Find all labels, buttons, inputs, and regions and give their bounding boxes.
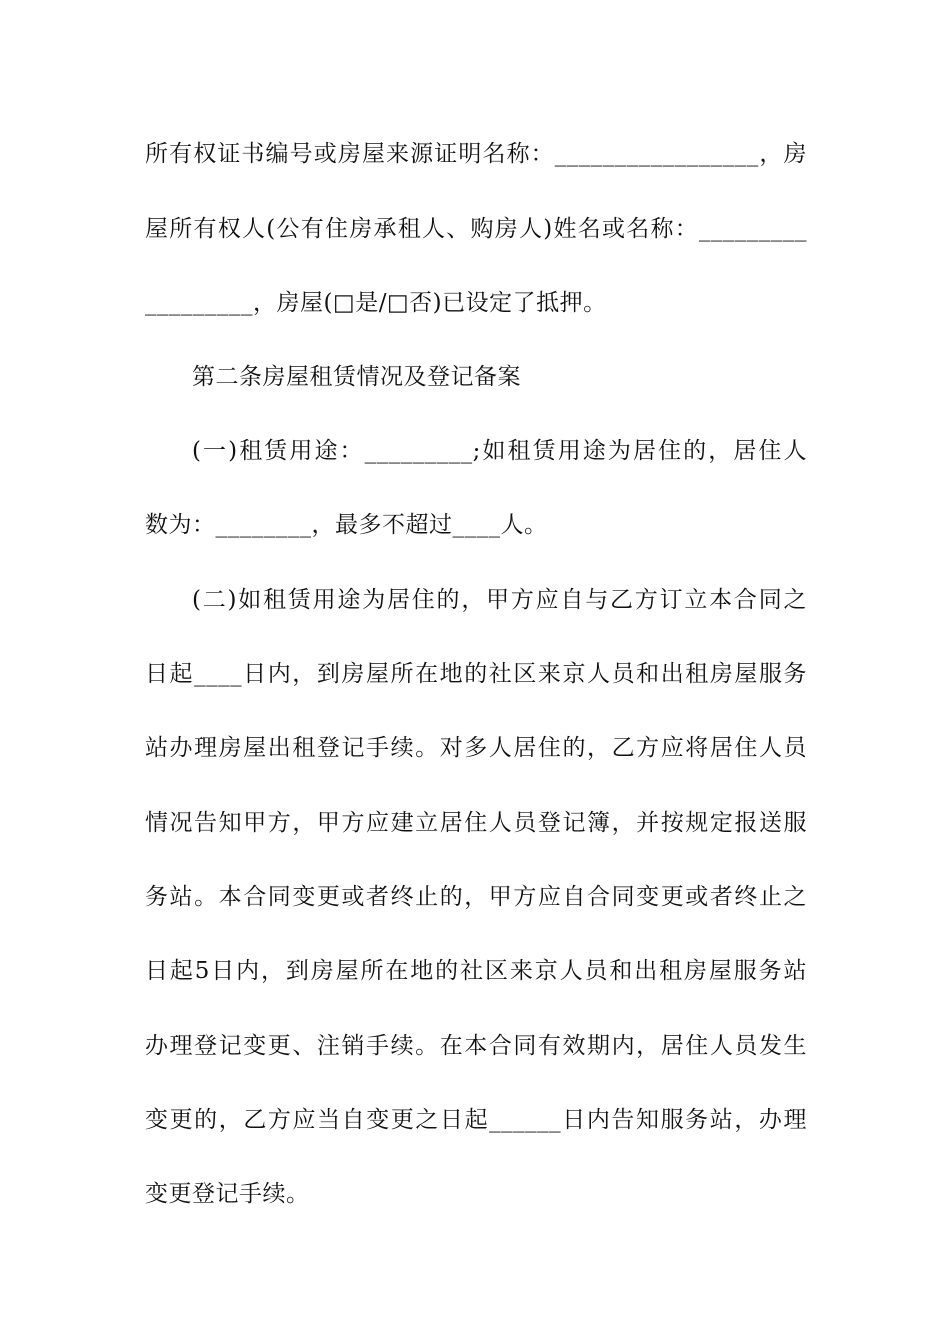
text-line: 数为：________，最多不超过____人。 <box>145 512 548 538</box>
text-line: 变更的，乙方应当自变更之日起______日内告知服务站，办理 <box>145 1107 807 1133</box>
text-line: _________，房屋(□是/□否)已设定了抵押。 <box>145 290 607 316</box>
text-line: (二)如租赁用途为居住的，甲方应自与乙方订立本合同之 <box>192 587 807 613</box>
text-line: 所有权证书编号或房屋来源证明名称：_________________，房 <box>145 141 807 167</box>
text-line: 变更登记手续。 <box>145 1181 310 1207</box>
text-line: 日起____日内，到房屋所在地的社区来京人员和出租房屋服务 <box>145 661 807 687</box>
text-line: 情况告知甲方，甲方应建立居住人员登记簿，并按规定报送服 <box>145 810 807 836</box>
text-line: (一)租赁用途：_________;如租赁用途为居住的，居住人 <box>192 438 807 464</box>
text-line: 务站。本合同变更或者终止的，甲方应自合同变更或者终止之 <box>145 884 807 910</box>
text-line: 办理登记变更、注销手续。在本合同有效期内，居住人员发生 <box>145 1033 807 1059</box>
text-line: 站办理房屋出租登记手续。对多人居住的，乙方应将居住人员 <box>145 735 807 761</box>
text-line: 屋所有权人(公有住房承租人、购房人)姓名或名称：_________ <box>145 216 807 242</box>
text-line: 日起5日内，到房屋所在地的社区来京人员和出租房屋服务站 <box>145 958 807 984</box>
section-heading: 第二条房屋租赁情况及登记备案 <box>192 364 521 390</box>
